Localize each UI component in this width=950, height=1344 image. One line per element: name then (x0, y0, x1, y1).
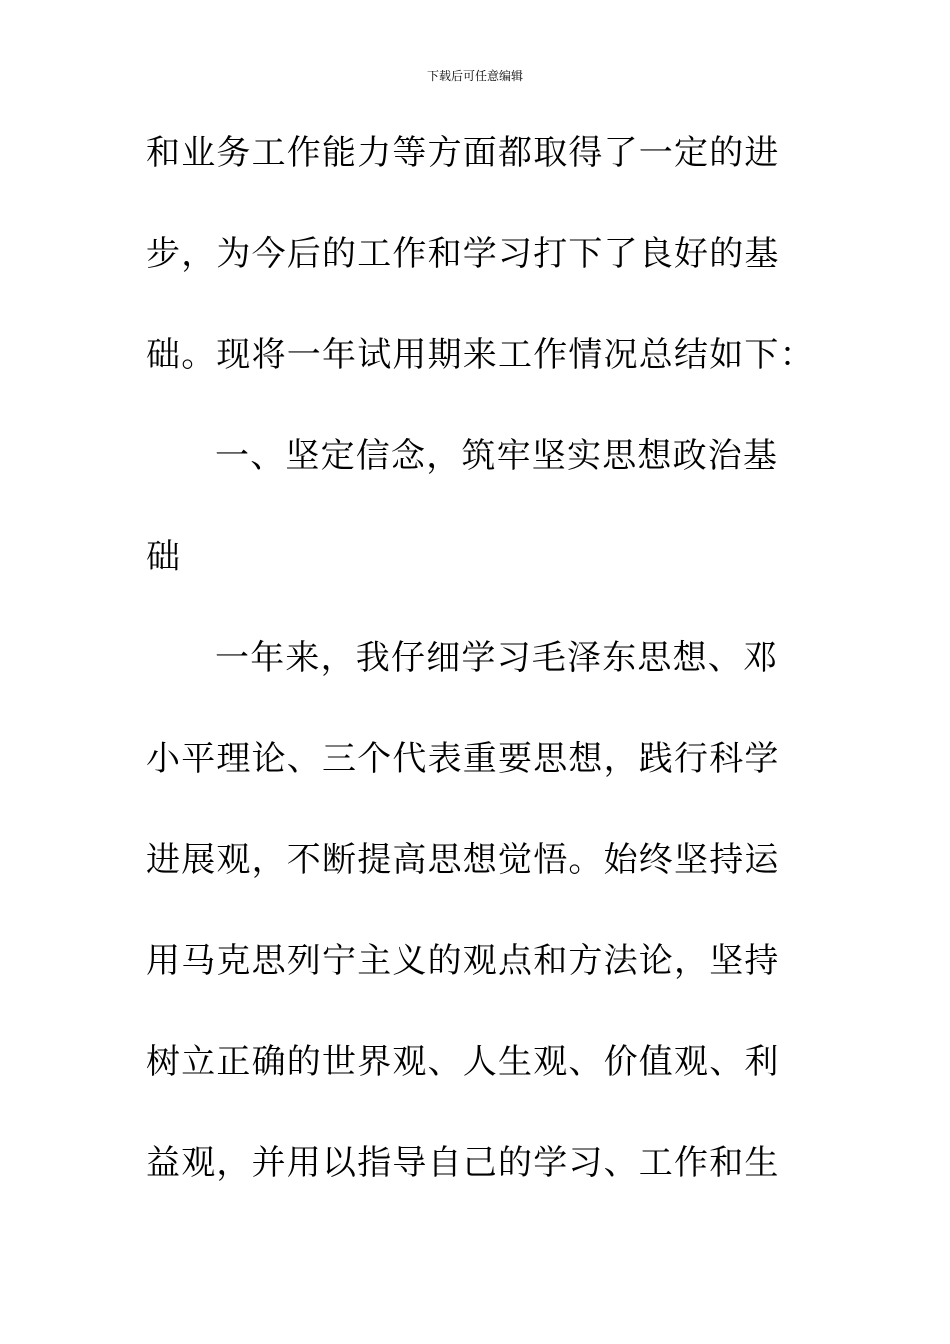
paragraph-line-2: 小平理论、三个代表重要思想，践行科学 (146, 739, 780, 779)
paragraph-line-3: 进展观，不断提高思想觉悟。始终坚持运 (146, 840, 780, 880)
section-heading-line-2: 础 (146, 537, 182, 577)
paragraph-line-6: 益观，并用以指导自己的学习、工作和生 (146, 1143, 780, 1183)
paragraph-line-5: 树立正确的世界观、人生观、价值观、利 (146, 1042, 780, 1082)
text-line-1: 和业务工作能力等方面都取得了一定的进 (146, 133, 780, 173)
section-heading-line-1: 一、坚定信念，筑牢坚实思想政治基 (215, 436, 779, 476)
page-header-note: 下载后可任意编辑 (426, 69, 523, 83)
text-line-2: 步，为今后的工作和学习打下了良好的基 (146, 234, 780, 274)
text-line-3: 础。现将一年试用期来工作情况总结如下： (146, 335, 815, 375)
paragraph-line-4: 用马克思列宁主义的观点和方法论，坚持 (146, 941, 780, 981)
paragraph-line-1: 一年来，我仔细学习毛泽东思想、邓 (215, 638, 779, 678)
document-body (146, 123, 815, 1234)
